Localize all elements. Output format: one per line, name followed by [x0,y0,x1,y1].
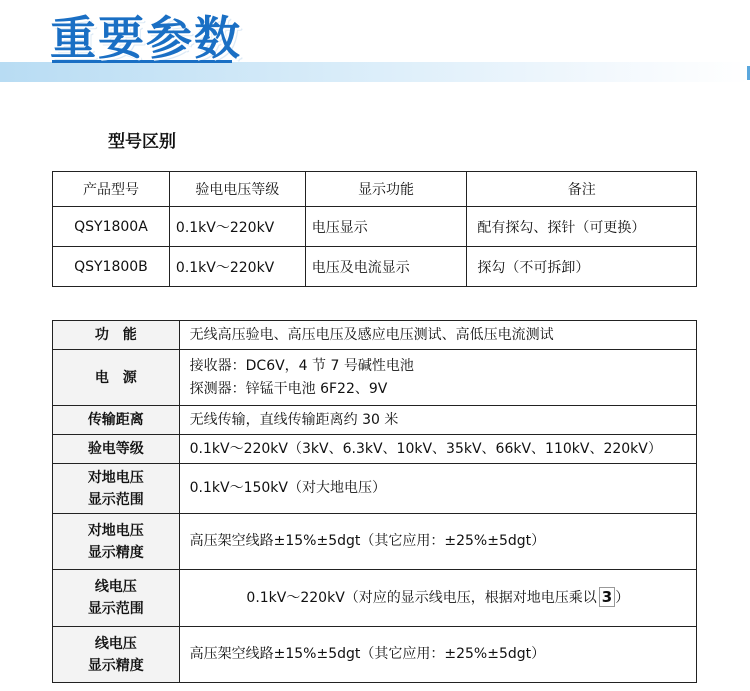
param-row-function [53,321,697,350]
param-value: 无线高压验电、高压电压及感应电压测试、高低压电流测试 [179,321,696,350]
param-label: 功 能 [53,321,180,350]
table-row [53,247,697,287]
param-label [53,570,180,627]
param-label-line: 显示范围 [87,491,144,508]
model-cell: QSY1800A [53,207,170,247]
model-comparison-table [52,171,697,287]
param-label [53,514,180,570]
section-title-models: 型号区别 [108,132,176,152]
param-value-end: ） [615,589,630,606]
param-value [179,350,696,406]
remarks-cell: 探勾（不可拆卸） [467,247,697,287]
param-label: 传输距离 [53,406,180,435]
param-row-line-accuracy [53,627,697,683]
display-cell: 电压及电流显示 [305,247,467,287]
param-label [53,464,180,514]
header-model: 产品型号 [53,172,170,207]
header-remarks: 备注 [467,172,697,207]
voltage-cell: 0.1kV～220kV [169,207,305,247]
param-value [179,570,696,627]
voltage-cell: 0.1kV～220kV [169,247,305,287]
param-row-ground-range [53,464,697,514]
param-row-level [53,435,697,464]
param-value: 无线传输，直线传输距离约 30 米 [179,406,696,435]
param-value-line: 接收器：DC6V，4 节 7 号碱性电池 [189,357,414,374]
remarks-cell: 配有探勾、探针（可更换） [467,207,697,247]
param-value: 高压架空线路±15%±5dgt（其它应用：±25%±5dgt） [179,514,696,570]
param-label-line: 线电压 [94,579,137,595]
param-row-line-range [53,570,697,627]
param-label-line: 显示范围 [87,601,144,617]
param-row-ground-accuracy [53,514,697,570]
header-banner [0,0,750,82]
param-label: 验电等级 [53,435,180,464]
param-value: 0.1kV～150kV（对大地电压） [179,464,696,514]
model-cell: QSY1800B [53,247,170,287]
sqrt-three-value: 3 [599,587,615,607]
param-value: 高压架空线路±15%±5dgt（其它应用：±25%±5dgt） [179,627,696,683]
param-row-distance [53,406,697,435]
param-value-line: 探测器：锌锰干电池 6F22、9V [189,380,388,397]
param-label [53,627,180,683]
page-title: 重要参数 [50,11,242,65]
param-label-line: 显示精度 [87,544,144,561]
param-label-line: 线电压 [94,635,137,652]
header-display-function: 显示功能 [305,172,467,207]
parameters-table [52,320,697,683]
param-value: 0.1kV～220kV（3kV、6.3kV、10kV、35kV、66kV、110kV、220kV） [179,435,696,464]
header-voltage-level: 验电电压等级 [169,172,305,207]
display-cell: 电压显示 [305,207,467,247]
param-value-main: 0.1kV～220kV（对应的显示线电压，根据对地电压乘以 [246,589,597,606]
param-label: 电 源 [53,350,180,406]
param-label-line: 显示精度 [87,657,144,674]
param-row-power [53,350,697,406]
param-label-line: 对地电压 [87,522,144,539]
param-label-line: 对地电压 [87,469,144,486]
table-header-row [53,172,697,207]
table-row [53,207,697,247]
